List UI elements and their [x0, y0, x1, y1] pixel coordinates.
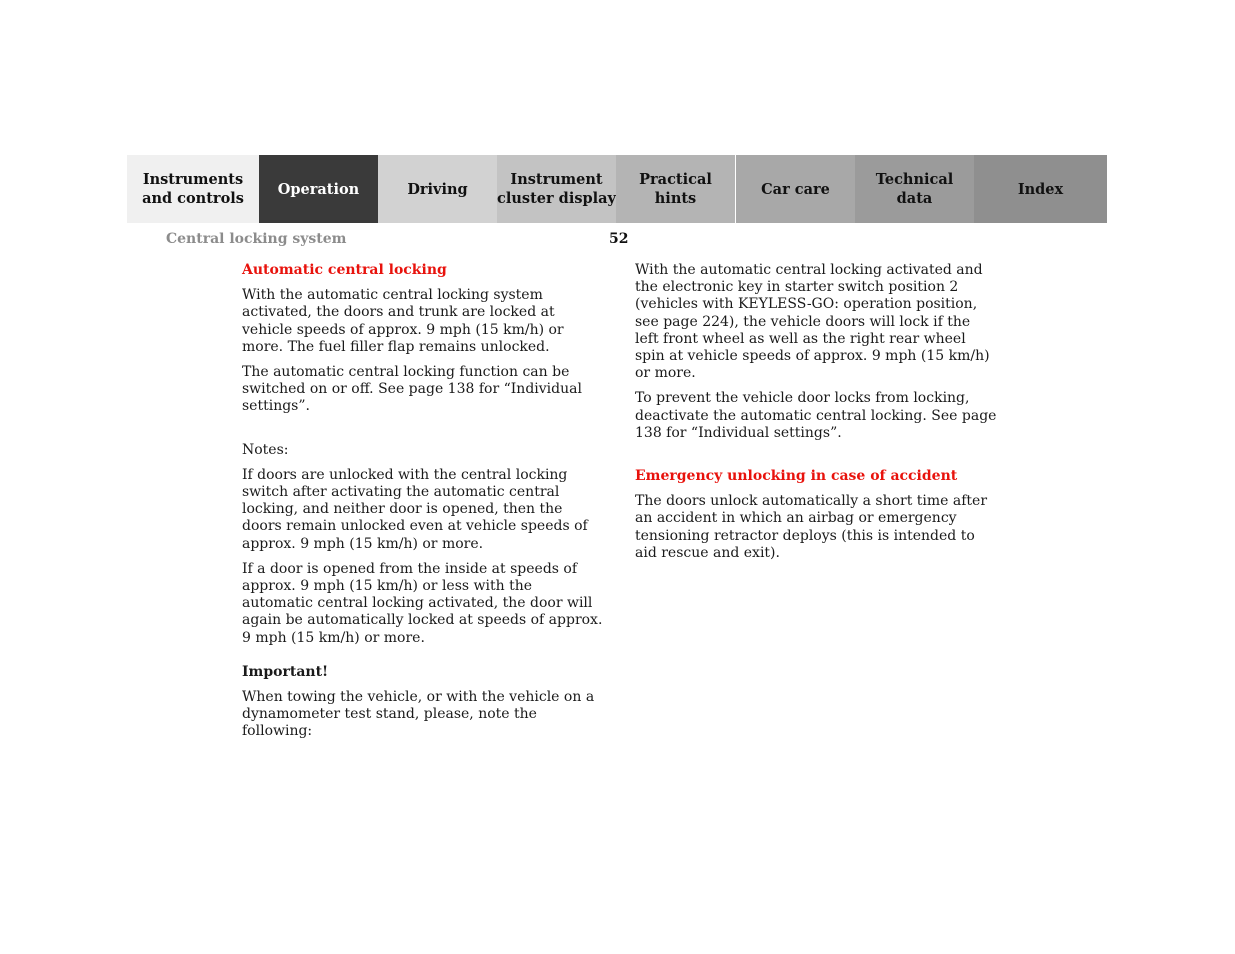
paragraph: If a door is opened from the inside at speeds of approx. 9 mph (15 km/h) or less with the automatic central locking activated, the door will again be automatically locked at speeds of approx. 9 mph (15 km/h) or more.: [242, 560, 603, 646]
heading-emergency-unlocking: Emergency unlocking in case of accident: [635, 468, 958, 485]
section-title: Central locking system: [166, 231, 347, 247]
left-column: [242, 262, 604, 749]
tab-driving[interactable]: Driving: [378, 155, 497, 223]
tab-operation[interactable]: Operation: [259, 155, 378, 223]
tab-practical-hints[interactable]: Practical hints: [616, 155, 736, 223]
paragraph: With the automatic central locking system activated, the doors and trunk are locked at vehicle speeds of approx. 9 mph (15 km/h) or more. The fuel filler flap remains unlocked.: [242, 287, 564, 355]
paragraph: If doors are unlocked with the central locking switch after activating the automatic central locking, and neither door is opened, then the doors remain unlocked even at vehicle speeds of approx. 9 mph (15 km/h) or more.: [242, 466, 588, 552]
paragraph: The doors unlock automatically a short time after an accident in which an airbag or emergency tensioning retractor deploys (this is intended to aid rescue and exit).: [635, 493, 988, 561]
tab-technical-data[interactable]: Technical data: [855, 155, 974, 223]
tab-index[interactable]: Index: [974, 155, 1107, 223]
chapter-tabs: [127, 155, 1107, 223]
paragraph: With the automatic central locking activated and the electronic key in starter switch position 2 (vehicles with KEYLESS-GO: operation position, see page 224), the vehicle doors will lock if the left front wheel as well as the right rear wheel spin at vehicle speeds of approx. 9 mph (15 km/h) or more.: [635, 262, 990, 382]
paragraph: When towing the vehicle, or with the vehicle on a dynamometer test stand, please, note the following:: [242, 689, 595, 740]
heading-automatic-central-locking: Automatic central locking: [242, 262, 447, 278]
notes-label: Notes:: [242, 441, 289, 458]
tab-instrument-cluster-display[interactable]: Instrument cluster display: [497, 155, 616, 223]
tab-car-care[interactable]: Car care: [736, 155, 855, 223]
right-column: [635, 262, 997, 570]
paragraph: The automatic central locking function can be switched on or off. See page 138 for “Individual settings”.: [242, 364, 582, 415]
page-number: 52: [609, 231, 629, 247]
important-label: Important!: [242, 663, 329, 680]
tab-instruments-and-controls[interactable]: Instruments and controls: [127, 155, 259, 223]
paragraph: To prevent the vehicle door locks from locking, deactivate the automatic central locking. See page 138 for “Individual settings”.: [635, 390, 997, 441]
